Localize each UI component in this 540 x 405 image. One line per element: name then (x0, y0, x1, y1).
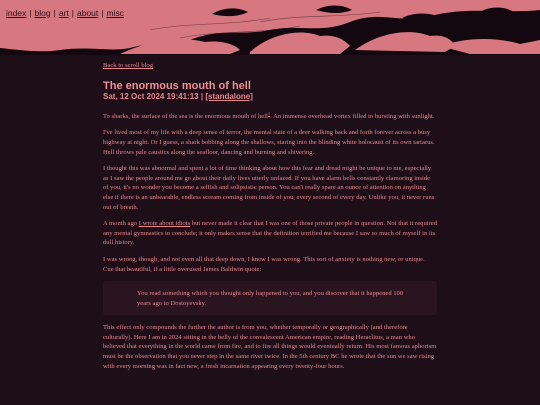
paragraph-1-text: To sharks, the surface of the sea is the enormous mouth of hell (103, 112, 268, 120)
post-meta (103, 92, 437, 102)
meta-separator: | (200, 91, 204, 101)
paragraph-4-text-end: but never made it clear that I was one of those private people in question. Not that it required any mental gymnastics to conclude; it only makes sense that the definition terrified me because I saw so much of myself in its dull history. (103, 220, 438, 247)
paragraph-1 (103, 109, 437, 122)
idiots-post-link[interactable]: I wrote about idiots (138, 220, 191, 228)
post-date: Sat, 12 Oct 2024 19:41:13 (103, 91, 199, 101)
nav-index-link[interactable]: index (6, 8, 27, 18)
paragraph-3: I thought this was abnormal and spent a lot of time thinking about how this fear and dread might be unique to me, especially as I saw the people around me go about their daily lives utterly unfazed. If you have alarm bells constantly clamoring inside of you, it's no wonder you become a selfish and solipsistic person. You can't really spare an ounce of attention on anything else if there is an unbearable, endless scream coming from inside of you, every second of every day. Unlike you, it never runs out of breath. (103, 165, 435, 211)
paragraph-5: I was wrong, though, and not even all that deep down, I knew I was wrong. This sort of anxiety is nothing new, or unique. Cue that beautiful, if a little overused James Baldwin quote: (103, 255, 425, 273)
paragraph-2: I've lived most of my life with a deep sense of terror, the mental state of a deer walking back and forth forever across a busy highway at night. Or I guess, a shark bobbing along the shallows, staring into the blinding white holocaust of its own tartarus. Hell throws pale caustics along the seafloor, dancing and burning and shivering. (103, 129, 435, 156)
nav-separator: | (101, 8, 104, 18)
nav-art-link[interactable]: art (58, 8, 69, 18)
post-title: The enormous mouth of hell (103, 79, 251, 92)
footnote-1-link[interactable]: 1 (267, 110, 271, 116)
nav-separator: | (71, 8, 74, 18)
paragraph-4 (103, 219, 437, 248)
paragraph-6: This effect only compounds the further the author is from you, whether temporally or geographically (and therefore culturally). Here I am in 2024 sitting in the belly of the convalescent American empire, reading Heraclitus, a man who believed that everything in the world came from fire, and to fire all things would eventually return. His most famous aphorism must be the observation that you never step in the same river twice. In the 5th century BC he wrote that the sun we saw rising with every morning was in fact new, a fresh incarnation appearing every twenty-four hours. (103, 324, 437, 370)
header-banner (0, 0, 540, 55)
standalone-link[interactable]: [standalone] (205, 91, 253, 101)
nav-separator: | (29, 8, 32, 18)
nav-separator: | (53, 8, 56, 18)
site-nav (6, 8, 124, 18)
nav-about-link[interactable]: about (76, 8, 99, 18)
post-content (103, 61, 437, 378)
back-to-scroll-blog-link[interactable]: Back to scroll blog (103, 62, 153, 69)
paragraph-1-text-end: . An immense overhead vortex filled to bursting with sunlight. (270, 112, 435, 120)
nav-blog-link[interactable]: blog (34, 8, 51, 18)
nav-misc-link[interactable]: misc (106, 8, 124, 18)
baldwin-quote: You read something which you thought only happened to you, and you discover that it happened 100 years ago to Dostoyevsky. (103, 281, 437, 315)
paragraph-4-text: A month ago (103, 220, 139, 228)
